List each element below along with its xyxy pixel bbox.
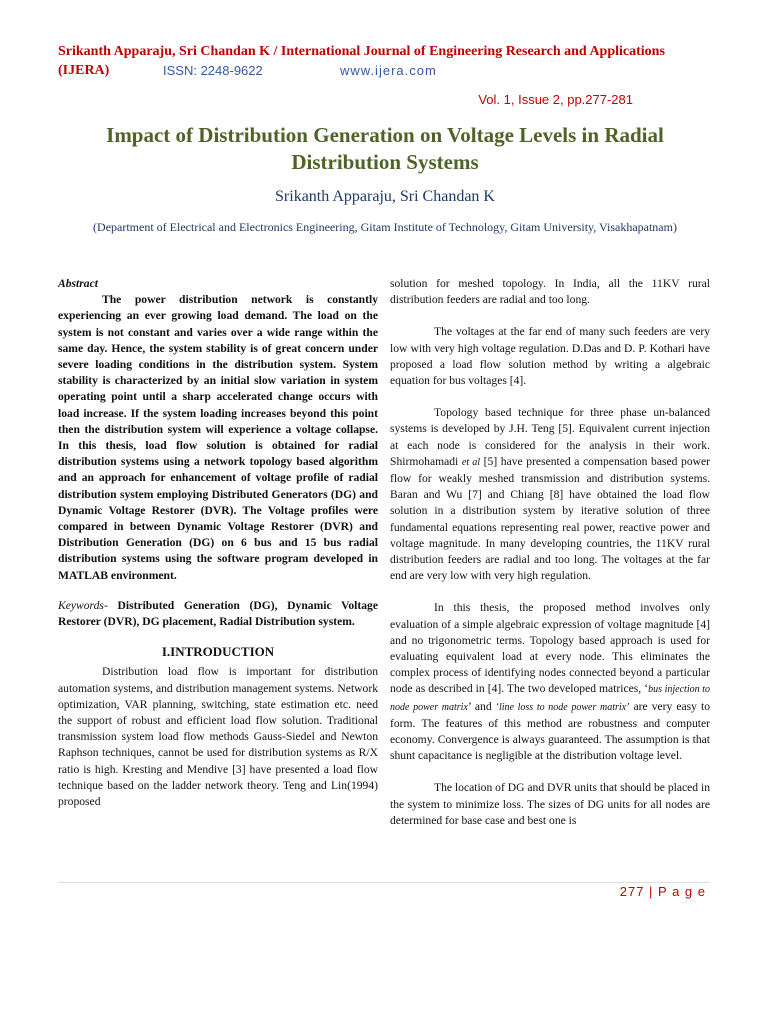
keywords-text: Distributed Generation (DG), Dynamic Voltage Restorer (DVR), DG placement, Radial Distribution system. bbox=[58, 598, 378, 629]
left-column bbox=[58, 276, 378, 810]
footer-divider bbox=[58, 882, 710, 883]
intro-paragraph: Distribution load flow is important for distribution automation systems, and distribution management systems. Network optimization, VAR planning, switching, state estimation etc. need the support of robust and efficient load flow solution. Traditional transmission system load flow methods Gauss-Siedel and Newton Raphson techniques, cannot be used for distribution systems as R/X ratio is high. Kresting and Mendive [3] have presented a load flow technique based on the ladder network theory. Teng and Lin(1994) proposed bbox=[58, 665, 378, 809]
keywords bbox=[58, 598, 378, 630]
page-number: 277 | P a g e bbox=[619, 884, 706, 899]
paragraph: The voltages at the far end of many such feeders are very low with very high voltage regulation. D.Das and D. P. Kothari have proposed a load flow solution method by writing a algebraic equation for bus voltages [4]. bbox=[390, 325, 710, 388]
paragraph: In this thesis, the proposed method involves only evaluation of a simple algebraic expression of voltage magnitude [4] and no trigonometric terms. Topology based approach is used for evaluating equivalent load at every node. This eliminates the complex process of identifying nodes connected beyond a particular node as described in [4]. The two developed matrices, ‘bus injection to node power matrix’ and ‘line loss to node power matrix’ are very easy to form. The features of this method are robustness and computer economy. Convergence is always guaranteed. The assumption is that shunt capacitance is negligible at the distribution voltage level. bbox=[390, 601, 710, 763]
section-heading-introduction: I.INTRODUCTION bbox=[161, 644, 275, 660]
abstract-heading: Abstract bbox=[58, 277, 98, 290]
journal-subheader bbox=[58, 63, 437, 79]
website-link[interactable]: www.ijera.com bbox=[340, 63, 437, 78]
paper-authors: Srikanth Apparaju, Sri Chandan K bbox=[275, 188, 495, 205]
abstract-body: The power distribution network is constantly experiencing an ever growing load demand. The load on the system is not constant and varies over a wide range within the same day. Hence, the system stability is of great concern under severe loading conditions in the distribution system. System stability is characterized by an initial slow variation in system operating point until a sharp accelerated change occurs with load increase. If the system loading increases beyond this point then the distribution system will experience a voltage collapse. In this thesis, load flow solution is obtained for radial distribution systems using a network topology based algorithm and an approach for enhancement of voltage profile of radial distribution system employing Distributed Generators (DG) and Dynamic Voltage Restorer (DVR). The Voltage profiles were compared in between Dynamic Voltage Restorer (DVR) and Distribution Generation (DG) on 6 bus and 15 bus radial distribution systems using the software program developed in MATLAB environment. bbox=[58, 293, 378, 582]
issn: ISSN: 2248-9622 bbox=[163, 63, 263, 78]
paragraph: Topology based technique for three phase un-balanced systems is developed by J.H. Teng [5]. Equivalent current injection at each node is considered for the analysis in their work. Shirmohamadi et al [5] have presented a compensation based power flow for weakly meshed transmission and distribution systems. Baran and Wu [7] and Chiang [8] have obtained the load flow solution in a distribution system by iterative solution of three fundamental equations representing real power, reactive power and voltage magnitude. In many developing countries, the 11KV rural distribution feeders are radial and too long. The voltages at the far end are very low with very high regulation. bbox=[390, 406, 711, 583]
volume-info: Vol. 1, Issue 2, pp.277-281 bbox=[478, 92, 633, 107]
journal-abbrev: (IJERA) bbox=[58, 63, 110, 78]
keywords-label: Keywords- bbox=[58, 598, 108, 612]
paper-title: Impact of Distribution Generation on Voltage Levels in Radial Distribution Systems bbox=[106, 123, 664, 174]
right-column bbox=[390, 276, 710, 829]
paragraph: The location of DG and DVR units that should be placed in the system to minimize loss. The sizes of DG units for all nodes are determined for base case and best one is bbox=[390, 781, 710, 827]
journal-header: Srikanth Apparaju, Sri Chandan K / International Journal of Engineering Research and Applications bbox=[58, 44, 665, 59]
paragraph-continued: solution for meshed topology. In India, all the 11KV rural distribution feeders are radial and too long. bbox=[390, 277, 710, 307]
affiliation: (Department of Electrical and Electronics Engineering, Gitam Institute of Technology, Gitam University, Visakhapatnam) bbox=[93, 220, 677, 234]
